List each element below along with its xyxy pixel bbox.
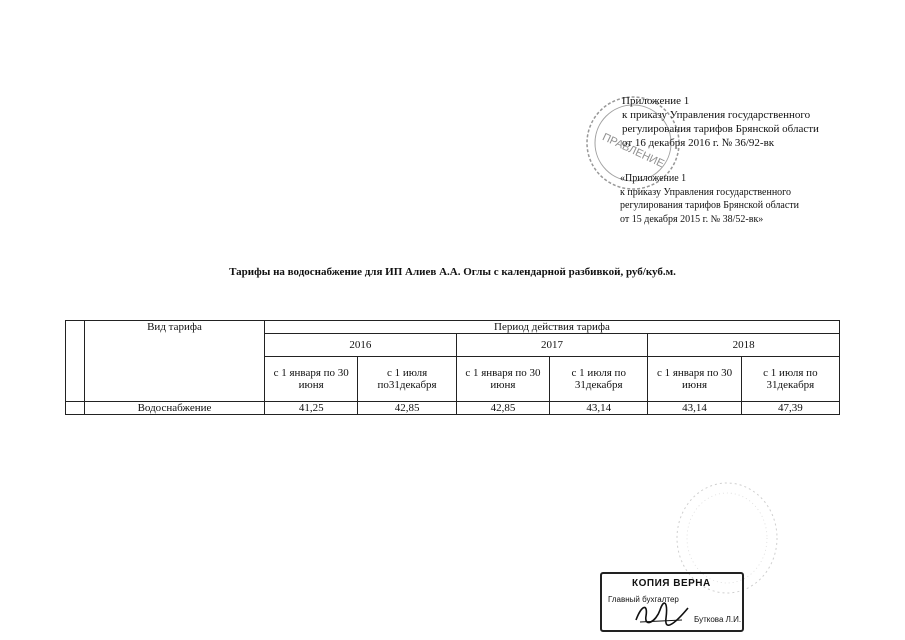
row-number-header [66, 321, 85, 402]
seal-text: ПРАВЛЕНИЕ [600, 131, 666, 171]
tariff-table [65, 320, 840, 415]
appendix-line: к приказу Управления государственного [622, 109, 811, 121]
period-cell: с 1 июля по 31декабря [741, 357, 839, 402]
year-header-2017: 2017 [456, 334, 648, 357]
row-number-cell [66, 402, 85, 415]
copy-stamp-name: Буткова Л.И. [694, 615, 742, 624]
appendix-previous-line: от 15 декабря 2015 г. № 38/52-вк» [620, 213, 764, 225]
year-header-2018: 2018 [648, 334, 840, 357]
copy-stamp-role: Главный бухгалтер [608, 595, 679, 604]
copy-verified-stamp [600, 572, 744, 632]
appendix-line: регулирования тарифов Брянской области [622, 123, 819, 135]
period-cell: с 1 июля по31декабря [358, 357, 456, 402]
appendix-line: от 16 декабря 2016 г. № 36/92-вк [622, 137, 775, 149]
tariff-value-cell: 43,14 [550, 402, 648, 415]
appendix-line: Приложение 1 [622, 95, 690, 107]
document-title: Тарифы на водоснабжение для ИП Алиев А.А. Оглы с календарной разбивкой, руб/куб.м. [229, 266, 676, 278]
period-cell: с 1 января по 30 июня [648, 357, 741, 402]
tariff-value-cell: 42,85 [456, 402, 549, 415]
tariff-value-cell: 42,85 [358, 402, 456, 415]
tariff-value-cell: 47,39 [741, 402, 839, 415]
copy-stamp-title: КОПИЯ ВЕРНА [632, 578, 711, 589]
period-cell: с 1 января по 30 июня [265, 357, 358, 402]
tariff-value-cell: 43,14 [648, 402, 741, 415]
appendix-previous-line: регулирования тарифов Брянской области [620, 200, 800, 211]
tariff-kind-cell: Водоснабжение [85, 402, 265, 415]
signature-icon [632, 600, 692, 626]
table-row [66, 402, 840, 415]
period-header: Период действия тарифа [265, 321, 840, 334]
appendix-previous-line: «Приложение 1 [620, 173, 687, 184]
appendix-previous-line: к приказу Управления государственного [620, 186, 792, 198]
kind-header: Вид тарифа [85, 321, 265, 402]
period-cell: с 1 июля по 31декабря [550, 357, 648, 402]
tariff-value-cell: 41,25 [265, 402, 358, 415]
appendix-previous-block [620, 172, 870, 226]
year-header-2016: 2016 [265, 334, 457, 357]
period-cell: с 1 января по 30 июня [456, 357, 549, 402]
